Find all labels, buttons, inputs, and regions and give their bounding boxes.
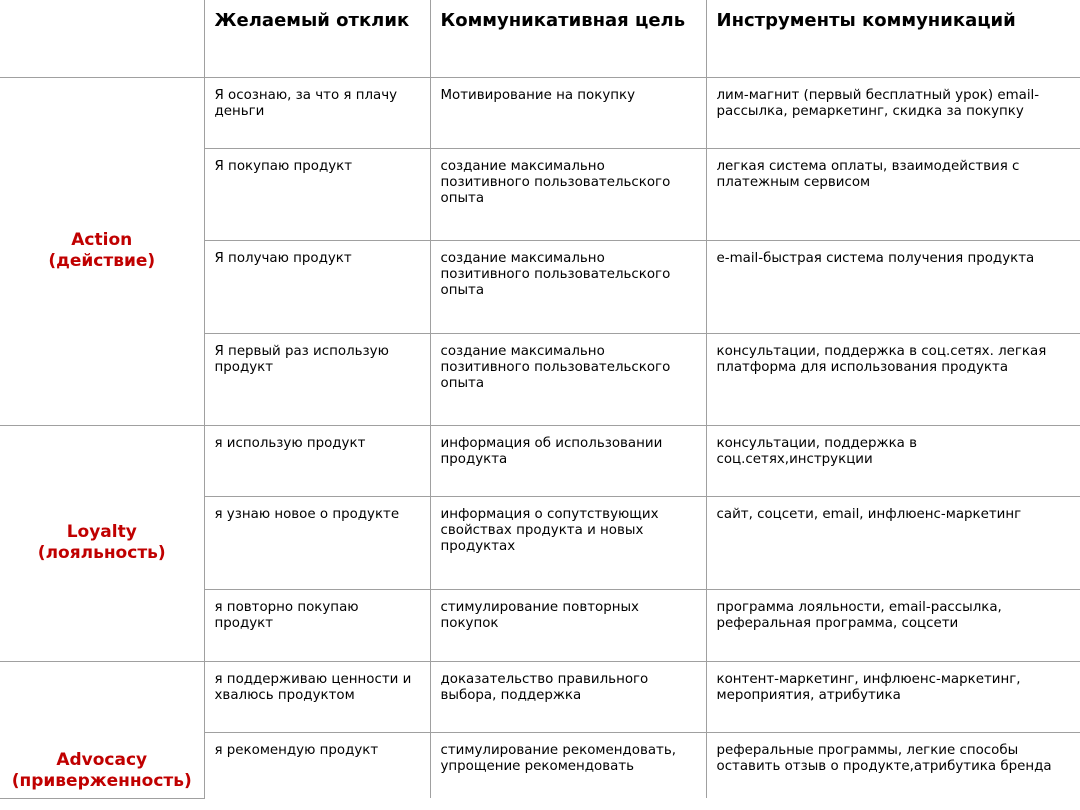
table-row	[0, 77, 1080, 148]
header-desired-response: Желаемый отклик	[204, 0, 430, 77]
goal-cell: доказательство правильного выбора, поддержка	[430, 661, 706, 732]
header-communication-tools: Инструменты коммуникаций	[706, 0, 1080, 77]
goal-cell: создание максимально позитивного пользовательского опыта	[430, 240, 706, 333]
stage-action	[0, 77, 204, 425]
header-stage	[0, 0, 204, 77]
goal-cell: Мотивирование на покупку	[430, 77, 706, 148]
goal-cell: стимулирование повторных покупок	[430, 589, 706, 661]
tools-cell: консультации, поддержка в соц.сетях. легкая платформа для использования продукта	[706, 333, 1080, 425]
tools-cell: контент-маркетинг, инфлюенс-маркетинг, мероприятия, атрибутика	[706, 661, 1080, 732]
response-cell: Я получаю продукт	[204, 240, 430, 333]
table-row	[0, 425, 1080, 496]
stage-loyalty-name: Loyalty	[66, 522, 137, 542]
stage-loyalty-translation: (лояльность)	[37, 543, 166, 563]
stage-advocacy-translation: (приверженность)	[11, 770, 192, 791]
table-header-row	[0, 0, 1080, 77]
stage-loyalty	[0, 425, 204, 661]
response-cell: я использую продукт	[204, 425, 430, 496]
tools-cell: лим-магнит (первый бесплатный урок) email-рассылка, ремаркетинг, скидка за покупку	[706, 77, 1080, 148]
stage-advocacy	[0, 661, 204, 798]
table-row	[0, 661, 1080, 732]
goal-cell: создание максимально позитивного пользовательского опыта	[430, 333, 706, 425]
response-cell: я повторно покупаю продукт	[204, 589, 430, 661]
stage-advocacy-name: Advocacy	[56, 749, 148, 770]
tools-cell: e-mail-быстрая система получения продукта	[706, 240, 1080, 333]
response-cell: Я первый раз использую продукт	[204, 333, 430, 425]
goal-cell: стимулирование рекомендовать, упрощение рекомендовать	[430, 732, 706, 798]
tools-cell: сайт, соцсети, email, инфлюенс-маркетинг	[706, 496, 1080, 589]
header-communication-goal: Коммуникативная цель	[430, 0, 706, 77]
goal-cell: создание максимально позитивного пользовательского опыта	[430, 148, 706, 240]
response-cell: Я осознаю, за что я плачу деньги	[204, 77, 430, 148]
response-cell: Я покупаю продукт	[204, 148, 430, 240]
goal-cell: информация о сопутствующих свойствах продукта и новых продуктах	[430, 496, 706, 589]
stage-action-translation: (действие)	[48, 251, 156, 271]
tools-cell: легкая система оплаты, взаимодействия с платежным сервисом	[706, 148, 1080, 240]
response-cell: я рекомендую продукт	[204, 732, 430, 798]
tools-cell: программа лояльности, email-рассылка, реферальная программа, соцсети	[706, 589, 1080, 661]
response-cell: я поддерживаю ценности и хвалюсь продуктом	[204, 661, 430, 732]
tools-cell: реферальные программы, легкие способы оставить отзыв о продукте,атрибутика бренда	[706, 732, 1080, 798]
goal-cell: информация об использовании продукта	[430, 425, 706, 496]
tools-cell: консультации, поддержка в соц.сетях,инструкции	[706, 425, 1080, 496]
stage-action-name: Action	[71, 230, 133, 250]
response-cell: я узнаю новое о продукте	[204, 496, 430, 589]
